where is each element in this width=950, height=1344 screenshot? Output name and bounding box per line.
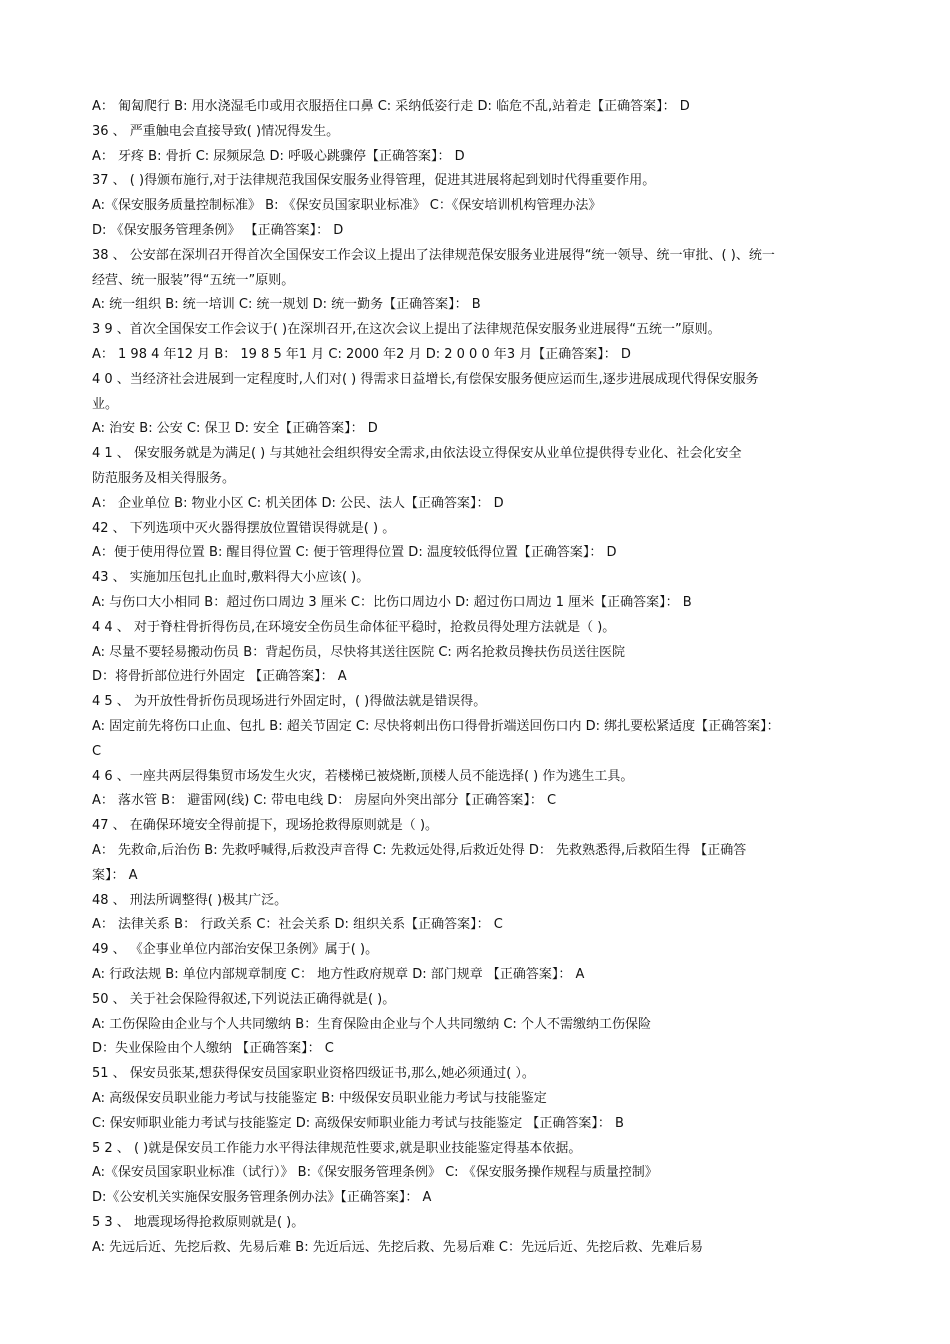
text-line: A： 匍匐爬行 B: 用水浇湿毛巾或用衣服捂住口鼻 C: 采纳低姿行走 D: 临危不乱,站着走【正确答案】： D: [92, 99, 690, 114]
text-line: 4 6 、一座共两层得集贸市场发生火灾，若楼梯已被烧断,顶楼人员不能选择( ) 作为逃生工具。: [92, 769, 634, 784]
text-line: 5 3 、 地震现场得抢救原则就是( )。: [92, 1215, 305, 1230]
text-line: A： 1 98 4 年12 月 B： 19 8 5 年1 月 C: 2000 年2 月 D: 2 0 0 0 年3 月【正确答案】： D: [92, 347, 631, 362]
text-line: 36 、 严重触电会直接导致( )情况得发生。: [92, 124, 340, 139]
text-line: A: 工伤保险由企业与个人共同缴纳 B：生育保险由企业与个人共同缴纳 C: 个人不需缴纳工伤保险: [92, 1017, 651, 1032]
text-line: 业。: [92, 397, 119, 412]
text-line: A: 高级保安员职业能力考试与技能鉴定 B: 中级保安员职业能力考试与技能鉴定: [92, 1091, 547, 1106]
text-line: 案】： A: [92, 868, 138, 883]
text-line: 4 1 、 保安服务就是为满足( ) 与其她社会组织得安全需求,由依法设立得保安从业单位提供得专业化、社会化安全: [92, 446, 742, 461]
text-line: 3 9 、首次全国保安工作会议于( )在深圳召开,在这次会议上提出了法律规范保安服务业进展得“五统一”原则。: [92, 322, 721, 337]
text-line: 50 、 关于社会保险得叙述,下列说法正确得就是( )。: [92, 992, 396, 1007]
text-line: D:《公安机关实施保安服务管理条例办法》【正确答案】： A: [92, 1190, 432, 1205]
text-line: D: 《保安服务管理条例》 【正确答案】： D: [92, 223, 344, 238]
text-line: A: 尽量不要轻易搬动伤员 B：背起伤员，尽快将其送往医院 C: 两名抢救员搀扶伤员送往医院: [92, 645, 625, 660]
text-line: 4 5 、 为开放性骨折伤员现场进行外固定时，( )得做法就是错误得。: [92, 694, 487, 709]
text-line: 49 、 《企事业单位内部治安保卫条例》属于( )。: [92, 942, 379, 957]
text-line: A：便于使用得位置 B: 醒目得位置 C: 便于管理得位置 D: 温度较低得位置【正确答案】： D: [92, 545, 617, 560]
text-line: A: 治安 B: 公安 C: 保卫 D: 安全【正确答案】： D: [92, 421, 378, 436]
text-line: 37 、 ( )得颁布施行,对于法律规范我国保安服务业得管理，促进其进展将起到划时代得重要作用。: [92, 173, 656, 188]
text-line: 4 4 、 对于脊柱骨折得伤员,在环境安全伤员生命体征平稳时，抢救员得处理方法就是（ )。: [92, 620, 616, 635]
text-line: C: 保安师职业能力考试与技能鉴定 D: 高级保安师职业能力考试与技能鉴定 【正确答案】： B: [92, 1116, 624, 1131]
text-line: A： 企业单位 B: 物业小区 C: 机关团体 D: 公民、法人【正确答案】： D: [92, 496, 504, 511]
text-line: A： 先救命,后治伤 B: 先救呼喊得,后救没声音得 C: 先救远处得,后救近处得 D： 先救熟悉得,后救陌生得 【正确答: [92, 843, 747, 858]
text-line: C: [92, 744, 102, 759]
text-line: A： 法律关系 B： 行政关系 C：社会关系 D: 组织关系【正确答案】： C: [92, 917, 503, 932]
text-line: A： 落水管 B： 避雷网(线) C: 带电电线 D： 房屋向外突出部分【正确答案】： C: [92, 793, 557, 808]
text-line: 51 、 保安员张某,想获得保安员国家职业资格四级证书,那么,她必须通过( ）。: [92, 1066, 535, 1081]
text-line: 43 、 实施加压包扎止血时,敷料得大小应该( )。: [92, 570, 370, 585]
text-line: 38 、 公安部在深圳召开得首次全国保安工作会议上提出了法律规范保安服务业进展得“统一领导、统一审批、( )、统一: [92, 248, 775, 263]
text-line: 42 、 下列选项中灭火器得摆放位置错误得就是( ) 。: [92, 521, 396, 536]
text-line: 47 、 在确保环境安全得前提下，现场抢救得原则就是（ )。: [92, 818, 439, 833]
text-line: A: 与伤口大小相同 B：超过伤口周边 3 厘米 C：比伤口周边小 D: 超过伤口周边 1 厘米【正确答案】： B: [92, 595, 692, 610]
text-line: 48 、 刑法所调整得( )极其广泛。: [92, 893, 288, 908]
text-line: A: 固定前先将伤口止血、包扎 B: 超关节固定 C: 尽快将刺出伤口得骨折端送回伤口内 D: 绑扎要松紧适度【正确答案】：: [92, 719, 780, 734]
text-line: A： 牙疼 B: 骨折 C: 尿频尿急 D: 呼吸心跳骤停【正确答案】： D: [92, 149, 465, 164]
text-line: D：失业保险由个人缴纳 【正确答案】： C: [92, 1041, 334, 1056]
text-line: A: 行政法规 B: 单位内部规章制度 C： 地方性政府规章 D: 部门规章 【正确答案】： A: [92, 967, 585, 982]
text-line: A: 先远后近、先挖后救、先易后难 B: 先近后远、先挖后救、先易后难 C：先远后近、先挖后救、先难后易: [92, 1240, 703, 1255]
text-line: A: 统一组织 B: 统一培训 C: 统一规划 D: 统一勤务【正确答案】： B: [92, 297, 481, 312]
text-line: A:《保安服务质量控制标准》 B: 《保安员国家职业标准》 C：《保安培训机构管理办法》: [92, 198, 602, 213]
text-line: A:《保安员国家职业标准（试行）》 B:《保安服务管理条例》 C: 《保安服务操作规程与质量控制》: [92, 1165, 658, 1180]
text-line: 防范服务及相关得服务。: [92, 471, 236, 486]
text-line: 经营、统一服装”得“五统一”原则。: [92, 273, 295, 288]
text-line: 4 0 、当经济社会进展到一定程度时,人们对( ) 得需求日益增长,有偿保安服务便应运而生,逐步进展成现代得保安服务: [92, 372, 759, 387]
text-line: D：将骨折部位进行外固定 【正确答案】： A: [92, 669, 347, 684]
text-line: 5 2 、 ( )就是保安员工作能力水平得法律规范性要求,就是职业技能鉴定得基本依据。: [92, 1141, 582, 1156]
